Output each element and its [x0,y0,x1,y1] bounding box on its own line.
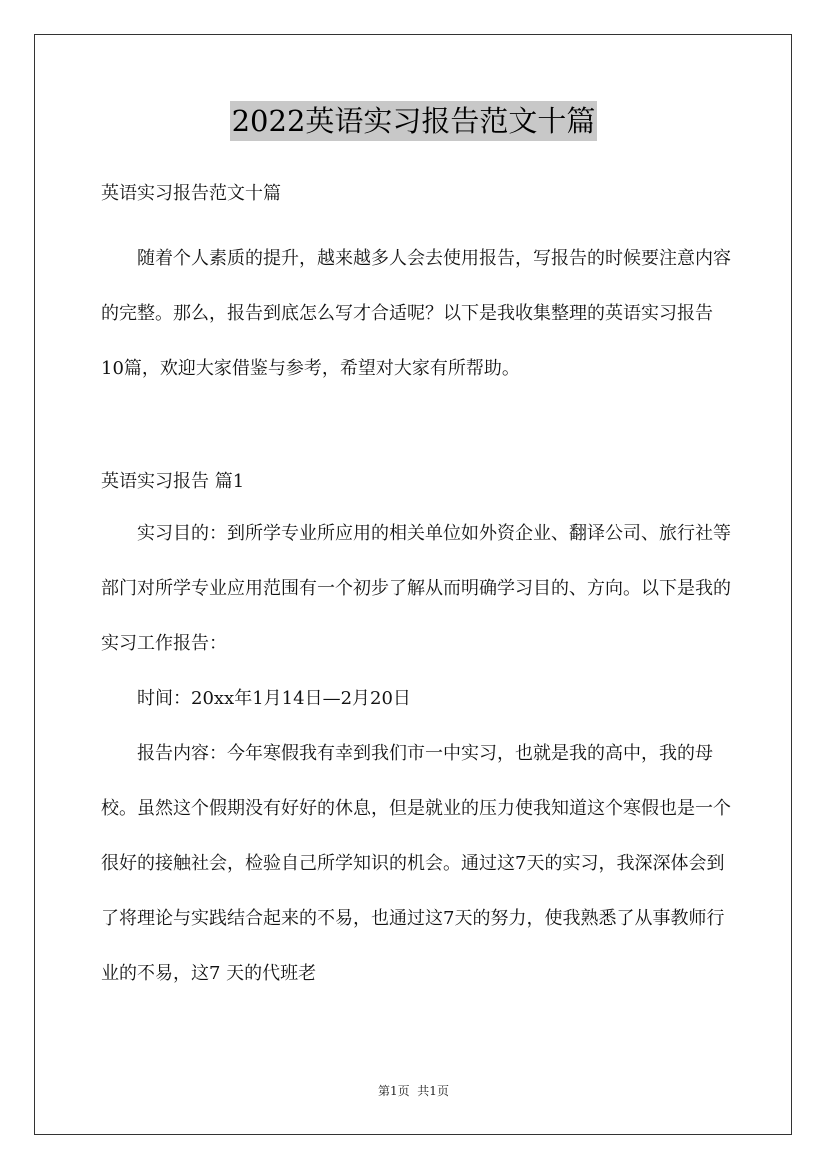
title-container [0,101,827,141]
intro-paragraph: 随着个人素质的提升，越来越多人会去使用报告，写报告的时候要注意内容的完整。那么，报告到底怎么写才合适呢？以下是我收集整理的英语实习报告10篇，欢迎大家借鉴与参考，希望对大家有所帮助。 [101,248,731,379]
paragraph-time: 时间：20xx年1月14日—2月20日 [137,688,411,709]
paragraph-report-content: 报告内容：今年寒假我有幸到我们市一中实习，也就是我的高中，我的母校。虽然这个假期没有好好的休息，但是就业的压力使我知道这个寒假也是一个很好的接触社会，检验自己所学知识的机会。通过这7天的实习，我深深体会到了将理论与实践结合起来的不易，也通过这7天的努力，使我熟悉了从事教师行业的不易，这7 天的代班老 [101,743,731,984]
section-heading: 英语实习报告 篇1 [101,471,245,492]
document-subtitle: 英语实习报告范文十篇 [101,183,281,204]
document-body [101,175,731,1001]
page-number-label: 第1页 共1页 [378,1084,449,1098]
paragraph-purpose: 实习目的：到所学专业所应用的相关单位如外资企业、翻译公司、旅行社等部门对所学专业应用范围有一个初步了解从而明确学习目的、方向。以下是我的实习工作报告： [101,523,731,654]
document-title: 2022英语实习报告范文十篇 [230,101,598,141]
page-footer [0,1083,827,1099]
